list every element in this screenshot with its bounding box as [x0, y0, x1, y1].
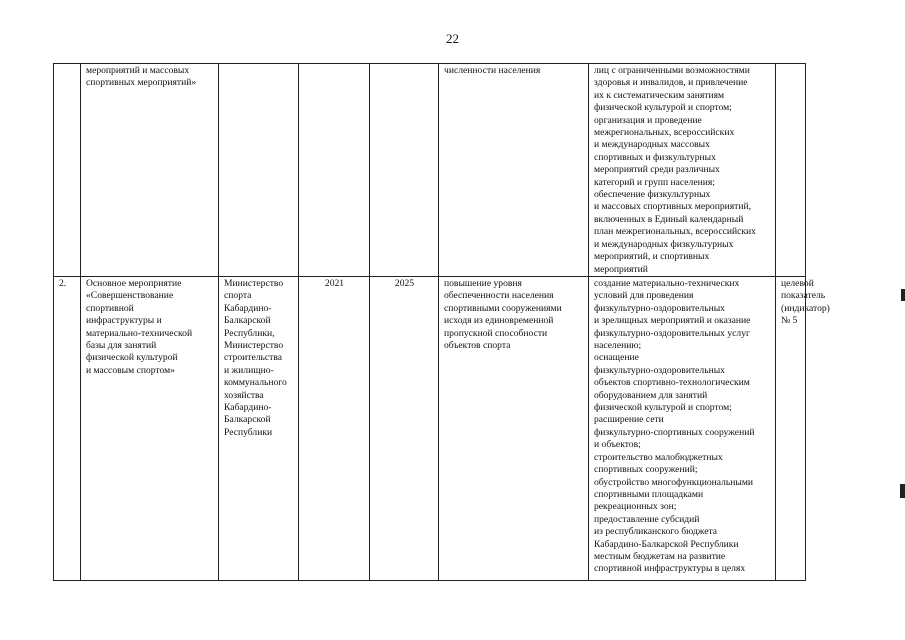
text-line: здоровья и инвалидов, и привлечение: [594, 77, 748, 89]
text-line: Министерство: [224, 340, 284, 352]
text-line: строительства: [224, 352, 283, 364]
text-line: физической культурой и спортом;: [594, 402, 732, 414]
text-line: и международных массовых: [594, 139, 710, 151]
text-line: физкультурно-оздоровительных услуг: [594, 327, 750, 339]
cell-main-directions: [589, 277, 776, 581]
text-line: категорий и групп населения;: [594, 176, 715, 188]
text-line: Министерство: [224, 278, 284, 289]
table-row: [54, 64, 806, 277]
text-line: Кабардино-Балкарской Республики: [594, 538, 739, 550]
cell-event: [81, 277, 219, 581]
text-line: план межрегиональных, всероссийских: [594, 226, 756, 238]
text-line: рекреационных зон;: [594, 501, 677, 513]
text-line: спортивных сооружений;: [594, 464, 698, 476]
text-line: физической культурой: [86, 352, 178, 364]
text-line: базы для занятий: [86, 340, 157, 352]
text-line: Республики,: [224, 327, 275, 339]
text-line: обеспечение физкультурных: [594, 189, 711, 201]
text-line: и массовым спортом»: [86, 364, 175, 376]
cell-number: [54, 64, 81, 277]
text-line: физкультурно-оздоровительных: [594, 364, 725, 376]
text-line: численности населения: [444, 65, 541, 76]
text-line: оснащение: [594, 352, 639, 364]
text-line: пропускной способности: [444, 327, 548, 339]
text-line: строительство малобюджетных: [594, 451, 723, 463]
table-row: [54, 277, 806, 581]
text-line: населению;: [594, 340, 642, 352]
text-line: Республики: [224, 426, 273, 438]
text-line: физической культурой и спортом;: [594, 102, 732, 114]
scan-mark-top: [901, 289, 905, 301]
text-line: из республиканского бюджета: [594, 526, 718, 538]
text-line: и объектов;: [594, 439, 641, 451]
text-line: обустройство многофункциональными: [594, 476, 754, 488]
text-line: мероприятий, и спортивных: [594, 251, 710, 263]
program-events-table: [53, 63, 830, 581]
text-line: организация и проведение: [594, 114, 702, 126]
cell-expected-result: [439, 64, 589, 277]
text-line: и зрелищных мероприятий и оказание: [594, 315, 751, 327]
text-line: Кабардино-: [224, 402, 272, 414]
text-line: межрегиональных, всероссийских: [594, 127, 735, 139]
text-line: и жилищно-: [224, 364, 274, 376]
text-line: объектов спортивно-технологическим: [594, 377, 750, 389]
cell-executor: [219, 277, 299, 581]
text-line: № 5: [781, 315, 798, 327]
text-line: Кабардино-: [224, 302, 272, 314]
text-line: материально-технической: [86, 327, 193, 339]
cell-indicator: [776, 277, 830, 581]
text-line: расширение сети: [594, 414, 664, 426]
text-line: мероприятий среди различных: [594, 164, 720, 176]
cell-event: [81, 64, 219, 277]
scan-mark-bottom: [900, 484, 905, 498]
text-line: мероприятий: [594, 263, 648, 275]
text-line: местным бюджетам на развитие: [594, 550, 726, 562]
text-line: обеспеченности населения: [444, 290, 554, 302]
text-line: Основное мероприятие: [86, 278, 182, 289]
table-body: [54, 64, 830, 581]
text-line: объектов спорта: [444, 340, 511, 352]
text-line: спортивных и физкультурных: [594, 151, 716, 163]
text-line: включенных в Единый календарный: [594, 213, 744, 225]
text-line: лиц с ограниченными возможностями: [594, 65, 750, 76]
text-line: физкультурно-оздоровительных: [594, 302, 725, 314]
text-line: хозяйства: [224, 389, 264, 401]
text-line: условий для проведения: [594, 290, 694, 302]
text-line: спорта: [224, 290, 252, 302]
text-line: инфраструктуры и: [86, 315, 162, 327]
text-line: повышение уровня: [444, 278, 522, 289]
cell-end-year: [370, 64, 439, 277]
cell-executor: [219, 64, 299, 277]
text-line: (индикатор): [781, 302, 830, 314]
cell-main-directions: [589, 64, 776, 277]
text-line: физкультурно-спортивных сооружений: [594, 426, 755, 438]
cell-end-year: 2025: [370, 277, 439, 581]
text-line: их к систематическим занятиям: [594, 89, 725, 101]
text-line: оборудованием для занятий: [594, 389, 708, 401]
text-line: и международных физкультурных: [594, 238, 734, 250]
cell-indicator: [776, 64, 806, 277]
text-line: спортивными площадками: [594, 488, 704, 500]
cell-start-year: 2021: [299, 277, 370, 581]
text-line: Балкарской: [224, 315, 271, 327]
text-line: Балкарской: [224, 414, 271, 426]
text-line: коммунального: [224, 377, 287, 389]
text-line: спортивной: [86, 302, 134, 314]
text-line: спортивных мероприятий»: [86, 77, 197, 89]
text-line: спортивными сооружениями: [444, 302, 562, 314]
text-line: исходя из единовременной: [444, 315, 554, 327]
page-number: 22: [446, 31, 459, 46]
cell-number: 2.: [54, 277, 81, 581]
text-line: предоставление субсидий: [594, 513, 700, 525]
text-line: и массовых спортивных мероприятий,: [594, 201, 752, 213]
cell-expected-result: [439, 277, 589, 581]
text-line: создание материально-технических: [594, 278, 740, 289]
text-line: «Совершенствование: [86, 290, 174, 302]
text-line: целевой показатель: [781, 278, 826, 302]
text-line: мероприятий и массовых: [86, 65, 190, 76]
cell-start-year: [299, 64, 370, 277]
text-line: спортивной инфраструктуры в целях: [594, 563, 746, 575]
